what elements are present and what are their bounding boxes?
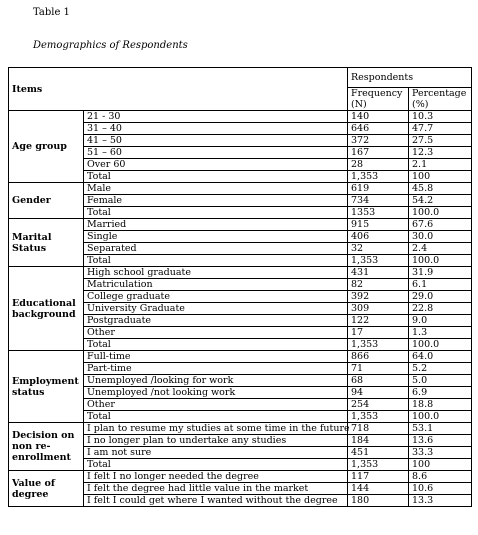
- group-label: Value of degree: [9, 471, 84, 507]
- table-row: [9, 471, 472, 483]
- row-label: Total: [84, 255, 348, 267]
- frequency-cell: 1,353: [348, 459, 409, 471]
- frequency-cell: 309: [348, 303, 409, 315]
- row-label: I am not sure: [84, 447, 348, 459]
- frequency-cell: 140: [348, 111, 409, 123]
- percentage-cell: 18.8: [409, 399, 472, 411]
- frequency-cell: 94: [348, 387, 409, 399]
- percentage-cell: 64.0: [409, 351, 472, 363]
- frequency-cell: 28: [348, 159, 409, 171]
- group-label: Employment status: [9, 351, 84, 423]
- row-label: 41 – 50: [84, 135, 348, 147]
- frequency-cell: 372: [348, 135, 409, 147]
- items-header: Items: [9, 68, 348, 111]
- frequency-cell: 431: [348, 267, 409, 279]
- group-label: Educational background: [9, 267, 84, 351]
- row-label: 51 – 60: [84, 147, 348, 159]
- percentage-cell: 6.1: [409, 279, 472, 291]
- row-label: Full-time: [84, 351, 348, 363]
- group-label: Gender: [9, 183, 84, 219]
- group-label: Decision on non re-enrollment: [9, 423, 84, 471]
- row-label: I plan to resume my studies at some time in the future: [84, 423, 348, 435]
- percentage-cell: 100.0: [409, 411, 472, 423]
- frequency-cell: 184: [348, 435, 409, 447]
- percentage-header: Percentage (%): [409, 88, 472, 111]
- table-number: Table 1: [33, 7, 70, 18]
- row-label: Other: [84, 327, 348, 339]
- row-label: Total: [84, 171, 348, 183]
- frequency-cell: 451: [348, 447, 409, 459]
- percentage-cell: 31.9: [409, 267, 472, 279]
- percentage-cell: 100.0: [409, 207, 472, 219]
- row-label: Female: [84, 195, 348, 207]
- percentage-cell: 2.4: [409, 243, 472, 255]
- frequency-cell: 167: [348, 147, 409, 159]
- percentage-cell: 9.0: [409, 315, 472, 327]
- table-row: [9, 111, 472, 123]
- percentage-cell: 45.8: [409, 183, 472, 195]
- row-label: Married: [84, 219, 348, 231]
- percentage-cell: 54.2: [409, 195, 472, 207]
- frequency-cell: 392: [348, 291, 409, 303]
- row-label: I felt the degree had little value in the market: [84, 483, 348, 495]
- percentage-cell: 47.7: [409, 123, 472, 135]
- table-caption: Demographics of Respondents: [33, 40, 188, 51]
- table-row: [9, 183, 472, 195]
- row-label: Total: [84, 339, 348, 351]
- percentage-cell: 2.1: [409, 159, 472, 171]
- percentage-cell: 13.6: [409, 435, 472, 447]
- row-label: Matriculation: [84, 279, 348, 291]
- row-label: University Graduate: [84, 303, 348, 315]
- table-row: [9, 351, 472, 363]
- row-label: Male: [84, 183, 348, 195]
- frequency-cell: 866: [348, 351, 409, 363]
- percentage-cell: 5.2: [409, 363, 472, 375]
- frequency-cell: 1,353: [348, 339, 409, 351]
- frequency-cell: 144: [348, 483, 409, 495]
- respondents-header: Respondents: [348, 68, 472, 88]
- frequency-cell: 82: [348, 279, 409, 291]
- row-label: Unemployed /looking for work: [84, 375, 348, 387]
- percentage-cell: 8.6: [409, 471, 472, 483]
- percentage-cell: 13.3: [409, 495, 472, 507]
- frequency-cell: 406: [348, 231, 409, 243]
- percentage-cell: 100.0: [409, 339, 472, 351]
- row-label: Single: [84, 231, 348, 243]
- group-label: Age group: [9, 111, 84, 183]
- frequency-cell: 1353: [348, 207, 409, 219]
- table-row: [9, 219, 472, 231]
- row-label: High school graduate: [84, 267, 348, 279]
- group-label: Marital Status: [9, 219, 84, 267]
- percentage-cell: 27.5: [409, 135, 472, 147]
- frequency-cell: 71: [348, 363, 409, 375]
- percentage-cell: 6.9: [409, 387, 472, 399]
- frequency-cell: 122: [348, 315, 409, 327]
- row-label: I felt I could get where I wanted without the degree: [84, 495, 348, 507]
- frequency-cell: 619: [348, 183, 409, 195]
- percentage-cell: 33.3: [409, 447, 472, 459]
- frequency-cell: 254: [348, 399, 409, 411]
- percentage-cell: 100: [409, 171, 472, 183]
- row-label: Over 60: [84, 159, 348, 171]
- row-label: 21 - 30: [84, 111, 348, 123]
- frequency-cell: 68: [348, 375, 409, 387]
- row-label: 31 – 40: [84, 123, 348, 135]
- row-label: I no longer plan to undertake any studies: [84, 435, 348, 447]
- frequency-cell: 17: [348, 327, 409, 339]
- frequency-cell: 734: [348, 195, 409, 207]
- frequency-cell: 718: [348, 423, 409, 435]
- percentage-cell: 30.0: [409, 231, 472, 243]
- frequency-cell: 1,353: [348, 171, 409, 183]
- row-label: College graduate: [84, 291, 348, 303]
- frequency-cell: 180: [348, 495, 409, 507]
- header-row: [9, 68, 472, 88]
- row-label: Separated: [84, 243, 348, 255]
- percentage-cell: 10.6: [409, 483, 472, 495]
- demographics-table: [8, 67, 472, 507]
- percentage-cell: 22.8: [409, 303, 472, 315]
- percentage-cell: 5.0: [409, 375, 472, 387]
- row-label: Total: [84, 411, 348, 423]
- percentage-cell: 67.6: [409, 219, 472, 231]
- row-label: Part-time: [84, 363, 348, 375]
- row-label: Total: [84, 207, 348, 219]
- percentage-cell: 100: [409, 459, 472, 471]
- row-label: I felt I no longer needed the degree: [84, 471, 348, 483]
- table-body: [9, 111, 472, 507]
- percentage-cell: 100.0: [409, 255, 472, 267]
- row-label: Postgraduate: [84, 315, 348, 327]
- frequency-cell: 117: [348, 471, 409, 483]
- percentage-cell: 10.3: [409, 111, 472, 123]
- frequency-cell: 646: [348, 123, 409, 135]
- row-label: Other: [84, 399, 348, 411]
- frequency-cell: 32: [348, 243, 409, 255]
- row-label: Unemployed /not looking work: [84, 387, 348, 399]
- percentage-cell: 12.3: [409, 147, 472, 159]
- frequency-cell: 915: [348, 219, 409, 231]
- frequency-cell: 1,353: [348, 255, 409, 267]
- table-row: [9, 423, 472, 435]
- percentage-cell: 1.3: [409, 327, 472, 339]
- percentage-cell: 29.0: [409, 291, 472, 303]
- frequency-cell: 1,353: [348, 411, 409, 423]
- percentage-cell: 53.1: [409, 423, 472, 435]
- row-label: Total: [84, 459, 348, 471]
- frequency-header: Frequency (N): [348, 88, 409, 111]
- table-row: [9, 267, 472, 279]
